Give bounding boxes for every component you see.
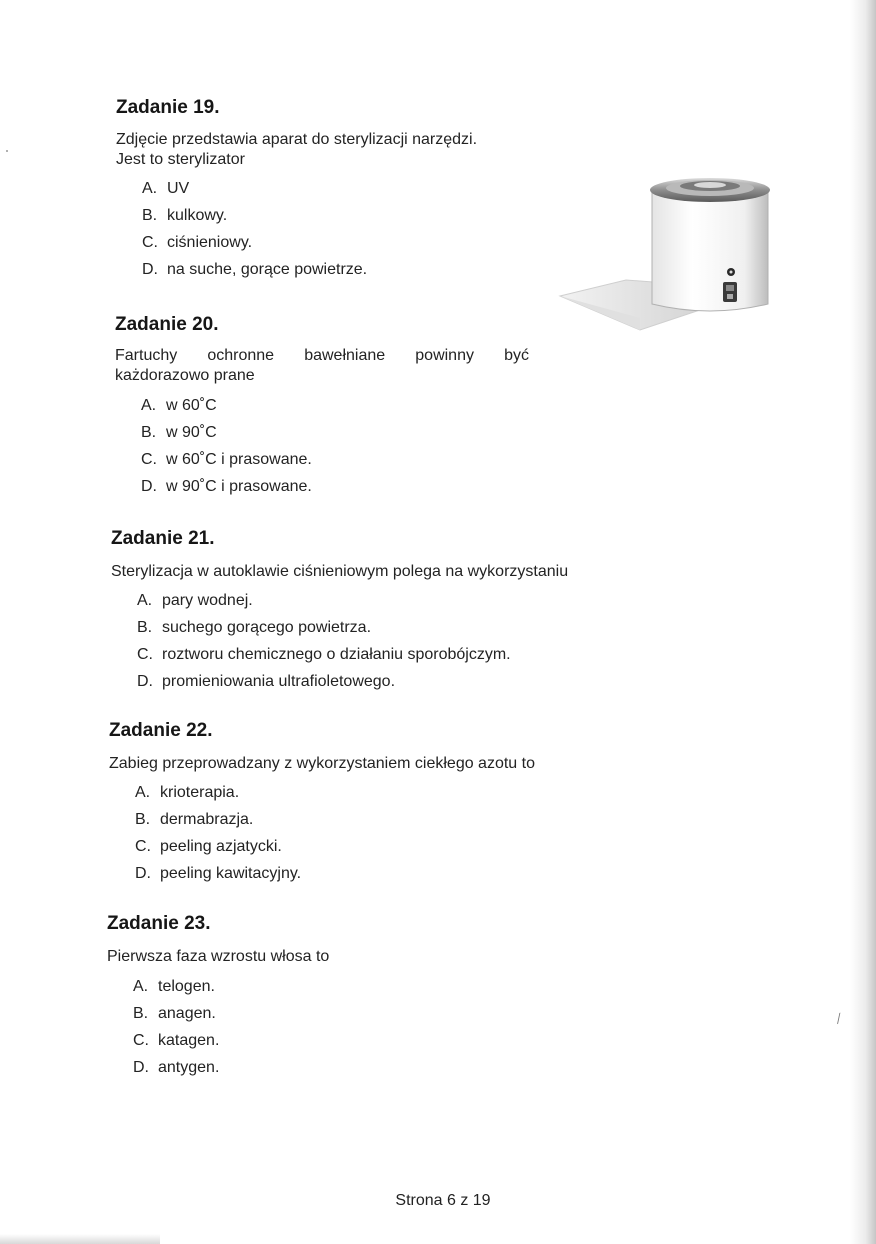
question-line: każdorazowo prane: [115, 367, 255, 384]
answer-option-d[interactable]: D. antygen.: [133, 1059, 220, 1076]
answer-option-a[interactable]: A. pary wodnej.: [137, 592, 253, 609]
answer-option-d[interactable]: D. promieniowania ultrafioletowego.: [137, 673, 396, 690]
task-title: Zadanie 22.: [109, 720, 213, 741]
task-21: [111, 527, 568, 695]
task-20: [115, 313, 529, 500]
answer-option-c[interactable]: C. katagen.: [133, 1032, 220, 1049]
answer-options: [141, 392, 529, 500]
question-line: Jest to sterylizator: [116, 151, 245, 168]
answer-option-b[interactable]: B. anagen.: [133, 1005, 216, 1022]
question-line: Sterylizacja w autoklawie ciśnieniowym polega na wykorzystaniu: [111, 563, 569, 580]
answer-option-a[interactable]: A. krioterapia.: [135, 784, 240, 801]
answer-option-b[interactable]: B. w 90˚C: [141, 424, 217, 441]
answer-option-b[interactable]: B. dermabrazja.: [135, 811, 254, 828]
answer-option-c[interactable]: C. ciśnieniowy.: [142, 234, 253, 251]
answer-option-b[interactable]: B. suchego gorącego powietrza.: [137, 619, 372, 636]
answer-option-c[interactable]: C. roztworu chemicznego o działaniu sporobójczym.: [137, 646, 511, 663]
task-title: Zadanie 20.: [115, 314, 219, 335]
page-number: Strona 6 z 19: [395, 1192, 491, 1209]
pencil-mark: ⁄: [835, 1010, 844, 1026]
answer-option-b[interactable]: B. kulkowy.: [142, 207, 228, 224]
answer-option-d[interactable]: D. na suche, gorące powietrze.: [142, 261, 368, 278]
answer-option-a[interactable]: A. w 60˚C: [141, 397, 217, 414]
sterilizer-icon: [556, 168, 778, 338]
answer-option-d[interactable]: D. peeling kawitacyjny.: [135, 865, 302, 882]
answer-option-c[interactable]: C. w 60˚C i prasowane.: [141, 451, 312, 468]
task-title: Zadanie 19.: [116, 97, 220, 118]
answer-option-d[interactable]: D. w 90˚C i prasowane.: [141, 478, 312, 495]
answer-option-a[interactable]: A. telogen.: [133, 978, 215, 995]
question-line: Zdjęcie przedstawia aparat do sterylizacji narzędzi.: [116, 131, 478, 148]
answer-options: [142, 175, 477, 283]
task-title: Zadanie 21.: [111, 528, 215, 549]
answer-options: [135, 779, 535, 887]
answer-options: [133, 973, 329, 1081]
task-title: Zadanie 23.: [107, 913, 211, 934]
question-line: Pierwsza faza wzrostu włosa to: [107, 948, 330, 965]
question-line: Zabieg przeprowadzany z wykorzystaniem ciekłego azotu to: [109, 755, 535, 772]
scan-edge-shadow: [850, 0, 876, 1244]
answer-option-c[interactable]: C. peeling azjatycki.: [135, 838, 282, 855]
answer-option-a[interactable]: A. UV: [142, 180, 190, 197]
task-22: [109, 719, 535, 887]
task-19: [116, 96, 477, 283]
sterilizer-photo: [556, 168, 778, 343]
scan-bottom-shadow: [0, 1234, 160, 1244]
scan-speck: [6, 150, 8, 152]
task-23: [107, 912, 329, 1081]
question-line: Fartuchy ochronne bawełniane powinny być: [115, 347, 529, 364]
answer-options: [137, 587, 568, 695]
